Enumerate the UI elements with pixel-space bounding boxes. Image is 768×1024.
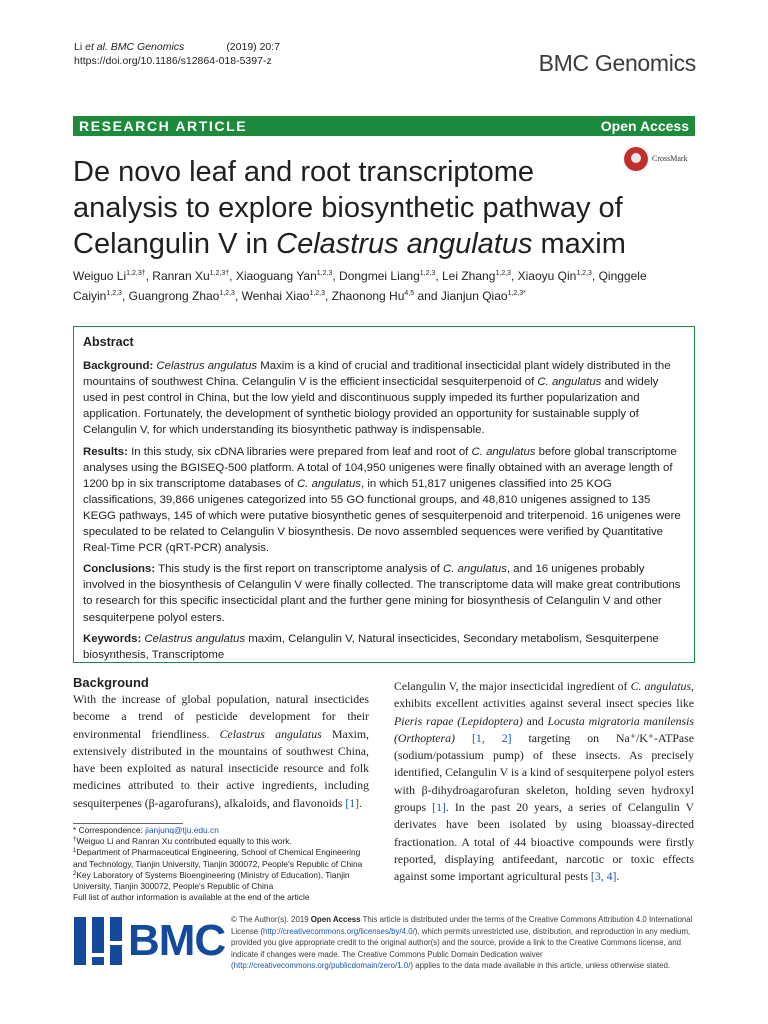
crossmark-label: CrossMark bbox=[652, 154, 688, 163]
author-info-note: Full list of author information is available at the end of the article bbox=[73, 892, 310, 903]
author: Guangrong Zhao$^{1,2,3}$, bbox=[128, 289, 242, 303]
citation-header bbox=[74, 40, 280, 68]
bmc-logo-icon bbox=[74, 913, 122, 969]
author: Dongmei Liang$^{1,2,3}$, bbox=[339, 269, 442, 283]
background-paragraph-1: With the increase of global population, natural insecticides become a trend of pesticide development for their environmental friendliness. Celastrus angulatus Maxim, extensively distributed in the mountains of southwest China, have been exploited as natural insecticide resource and folk medicines attributed to their active ingredients, including sesquiterpenes (β-agarofurans), alkaloids, and flavonoids [1]. bbox=[73, 692, 370, 810]
footnotes bbox=[73, 825, 373, 903]
abstract-keywords: Keywords: Celastrus angulatus maxim, Celangulin V, Natural insecticides, Secondary metabolism, Sesquiterpene biosynthesis, Transcriptome bbox=[83, 632, 659, 661]
crossmark-icon bbox=[624, 147, 648, 171]
author: Weiguo $Li^{1,2,3\dagger}$, bbox=[73, 269, 153, 283]
correspondence-email[interactable]: jianjunq@tju.edu.cn bbox=[145, 825, 219, 835]
journal-name: BMC Genomics bbox=[538, 50, 696, 76]
bmc-logo bbox=[74, 913, 226, 969]
author: Xiaoyu Qin$^{1,2,3}$, bbox=[517, 269, 599, 283]
article-title: De novo leaf and root transcriptome analysis to explore biosynthetic pathway of Celangulin V in Celastrus angulatus maxim bbox=[73, 156, 626, 260]
correspondence: * Correspondence: jianjunq@tju.edu.cn bbox=[73, 825, 219, 835]
citation-link[interactable]: [1, 2] bbox=[471, 730, 512, 745]
public-domain-link[interactable]: http://creativecommons.org/publicdomain/zero/1.0/ bbox=[233, 961, 411, 970]
author-list bbox=[73, 266, 673, 306]
author: Qinggele Caiyin$^{1,2,3}$, bbox=[73, 269, 647, 303]
citation-line: Li et al. BMC Genomics (2019) 20:7 bbox=[74, 41, 281, 53]
citation-link[interactable]: [1] bbox=[432, 800, 446, 815]
right-column bbox=[394, 678, 694, 886]
affiliation-2: $^2$Key Laboratory of Systems Bioengineering (Ministry of Education), Tianjin University, Tianjin 300072, People's Republic of China bbox=[73, 869, 350, 892]
abstract-results: Results: In this study, six cDNA libraries were prepared from leaf and root of C. angulatus before global transcriptome analyses using the BGISEQ-500 platform. A total of 104,950 unigenes were finally obtained with an average length of 1200 bp in six transcriptome databases of C. angulatus, in which 51,817 unigenes classified into 25 KOG classifications, 39,866 unigenes categorized into 55 GO functional groups, and 48,810 unigenes assigned to 135 KEGG pathways, 145 of which were putative biosynthetic genes of sesquiterpenoid and triterpenoid. 16 unigenes were speculated to be related to Celangulin V biosynthesis. De novo assembled sequences were verified by Quantitative Real-Time PCR (qRT-PCR) analysis. bbox=[83, 445, 681, 555]
section-heading-background: Background bbox=[73, 675, 149, 690]
citation-link[interactable]: [3, 4] bbox=[590, 869, 617, 884]
author: Wenhai Xiao$^{1,2,3}$, bbox=[241, 289, 332, 303]
crossmark-badge[interactable] bbox=[624, 147, 704, 171]
article-type-banner bbox=[73, 116, 695, 136]
license-statement: © The Author(s). 2019 Open Access This article is distributed under the terms of the Creative Commons Attribution 4.0 International License (http://creativecommons.org/licenses/by/4.0/), which permits unrestricted use, distribution, and reproduction in any medium, provided you give appropriate credit to the original author(s) and the source, provide a link to the Creative Commons license, and indicate if changes were made. The Creative Commons Public Domain Dedication waiver (http://creativecommons.org/publicdomain/zero/1.0/) applies to the data made available in this article, unless otherwise stated. bbox=[231, 915, 693, 970]
author: Lei Zhang$^{1,2,3}$, bbox=[442, 269, 518, 283]
background-paragraph-2: Celangulin V, the major insecticidal ingredient of C. angulatus, exhibits excellent activities against several insect species like Pieris rapae (Lepidoptera) and Locusta migratoria manilensis (Orthoptera) [1, 2] targeting on Na⁺/K⁺-ATPase (sodium/potassium pump) of these insects. As precisely identified, Celangulin V is a kind of sesquiterpene polyol esters with β-dihydroagarofuran skeleton, holding seven hydroxyl groups [1]. In the past 20 years, a series of Celangulin V derivates have been isolated by using bioassay-directed fractionation. A total of 44 bioactive compounds were firstly reported, displaying antifeedant, narcotic or toxic effects against some important agricultural pests [3, 4]. bbox=[394, 679, 694, 884]
license-link[interactable]: http://creativecommons.org/licenses/by/4.0/ bbox=[263, 926, 415, 936]
abstract-background: Background: Celastrus angulatus Maxim is a kind of crucial and traditional insecticidal plant widely distributed in the mountains of southwest China. Celangulin V is the efficient insecticidal sesquiterpenoid of C. angulatus and widely used in pest control in China, but the low yield and discontinuous supply impeded its further popularization and application. Fortunately, the development of synthetic biology provided an opportunity for sustainable supply of Celangulin V, for which understanding its biosynthetic pathway is indispensable. bbox=[83, 360, 671, 437]
author: Jianjun Qiao$^{1,2,3*}$ bbox=[440, 289, 526, 303]
abstract-heading: Abstract bbox=[83, 335, 134, 349]
abstract-box bbox=[73, 326, 695, 663]
author: Xiaoguang Yan$^{1,2,3}$, bbox=[235, 269, 340, 283]
author: Ranran $Xu^{1,2,3\dagger}$, bbox=[152, 269, 236, 283]
citation-link[interactable]: [1] bbox=[345, 795, 360, 810]
equal-contribution-note: †Weiguo Li and Ranran Xu contributed equally to this work. bbox=[73, 836, 292, 847]
doi-link[interactable]: https://doi.org/10.1186/s12864-018-5397-z bbox=[74, 55, 272, 67]
bmc-logo-text: BMC bbox=[128, 916, 226, 965]
author: Zhaonong Hu$^{4,5}$ and bbox=[331, 289, 441, 303]
affiliation-1: $^1$Department of Pharmaceutical Engineering, School of Chemical Engineering and Technology, Tianjin University, Tianjin 300072, People's Republic of China bbox=[73, 847, 363, 869]
left-column bbox=[73, 675, 369, 812]
open-access-label: Open Access bbox=[600, 118, 689, 134]
footnote-divider bbox=[73, 823, 183, 824]
abstract-conclusions: Conclusions: This study is the first report on transcriptome analysis of C. angulatus, and 16 unigenes probably involved in the biosynthesis of Celangulin V were finally collected. The transcriptome data will make great contributions to research for this specific insecticidal plant and the further gene mining for biosynthesis of Celangulin V and other sesquiterpene polyol esters. bbox=[83, 563, 681, 624]
article-type-label: RESEARCH ARTICLE bbox=[79, 118, 248, 134]
